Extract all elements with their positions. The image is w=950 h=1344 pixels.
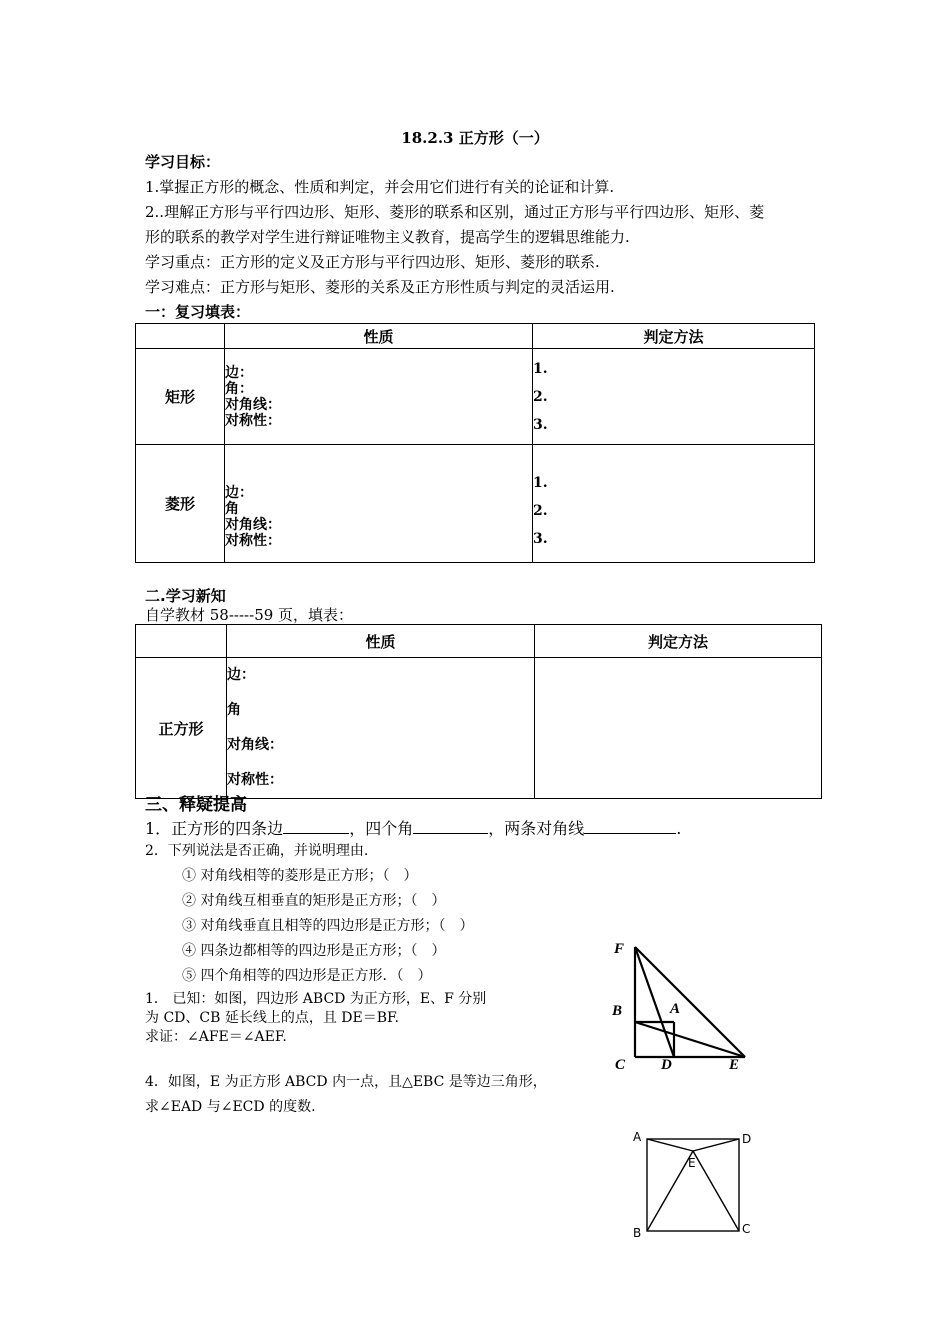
square-abcd [647, 1139, 739, 1231]
question-4-line-1: 4．如图，E 为正方形 ABCD 内一点，且△EBC 是等边三角形， [145, 1074, 547, 1090]
line-ce [693, 1151, 739, 1231]
label-b: B [633, 1226, 642, 1240]
label-e: E [729, 1057, 740, 1073]
q1-text-d: . [676, 819, 682, 838]
label-d: D [742, 1132, 752, 1146]
label-e: E [688, 1156, 696, 1170]
square-methods-cell[interactable] [535, 658, 822, 799]
statement-4: ④ 四条边都相等的四边形是正方形；（ ） [182, 943, 446, 959]
line-ae [647, 1139, 693, 1151]
prop-label: 对称性： [225, 532, 281, 549]
blank-field[interactable] [413, 817, 488, 834]
proof-line-2: 为 CD、CB 延长线上的点，且 DE＝BF. [145, 1010, 400, 1026]
prop-label: 对角线： [225, 516, 281, 533]
square-table [135, 624, 822, 799]
prop-label: 边： [225, 484, 253, 501]
section3-heading: 三、释疑提高 [145, 795, 247, 815]
statement-2: ② 对角线互相垂直的矩形是正方形；（ ） [182, 893, 446, 909]
table-header-methods: 判定方法 [535, 625, 822, 658]
statement-3: ③ 对角线垂直且相等的四边形是正方形；（ ） [182, 918, 474, 934]
label-a: A [670, 1001, 681, 1017]
question-2: 2．下列说法是否正确，并说明理由. [145, 843, 369, 859]
table-header-methods: 判定方法 [533, 324, 815, 349]
objective-2-line2: 形的联系的教学对学生进行辩证唯物主义教育，提高学生的逻辑思维能力. [145, 228, 630, 246]
line-de [693, 1139, 739, 1151]
section2-heading: 二.学习新知 [145, 587, 226, 605]
question-4-line-2: 求∠EAD 与∠ECD 的度数. [145, 1099, 316, 1115]
method-number: 1. [533, 360, 548, 377]
line-be [647, 1151, 693, 1231]
statement-1: ① 对角线相等的菱形是正方形；（ ） [182, 868, 418, 884]
prop-label: 对称性： [225, 412, 281, 429]
prop-label: 对角线： [225, 396, 281, 413]
proof-line-1: 1． 已知：如图，四边形 ABCD 为正方形，E、F 分别 [145, 991, 487, 1007]
q1-text-c: ，两条对角线 [488, 819, 585, 838]
rectangle-props-cell[interactable] [225, 349, 533, 445]
blank-field[interactable] [283, 817, 349, 834]
line-fd [635, 947, 674, 1057]
question-1 [145, 816, 681, 839]
section2-intro: 自学教材 58-----59 页，填表： [145, 606, 354, 624]
section1-heading: 一：复习填表： [145, 303, 251, 321]
row-label-rhombus: 菱形 [136, 445, 225, 563]
statement-5: ⑤ 四个角相等的四边形是正方形．（ ） [182, 968, 432, 984]
figure-square-extended [605, 935, 765, 1075]
review-table [135, 323, 815, 563]
label-d: D [661, 1057, 672, 1073]
method-number: 1. [533, 474, 548, 491]
label-b: B [612, 1003, 623, 1019]
objective-2-line1: 2..理解正方形与平行四边形、矩形、菱形的联系和区别，通过正方形与平行四边形、矩形、菱 [145, 203, 765, 221]
objectives-heading: 学习目标： [145, 153, 221, 171]
objective-1: 1.掌握正方形的概念、性质和判定，并会用它们进行有关的论证和计算. [145, 178, 615, 196]
table-header-blank [136, 324, 225, 349]
prop-label: 边： [227, 667, 255, 683]
row-label-square: 正方形 [136, 658, 227, 799]
label-f: F [614, 941, 625, 957]
method-number: 2. [533, 388, 548, 405]
method-number: 2. [533, 502, 548, 519]
method-number: 3. [533, 530, 548, 547]
square-props-cell[interactable] [227, 658, 535, 799]
key-point: 学习重点：正方形的定义及正方形与平行四边形、矩形、菱形的联系. [145, 253, 600, 271]
prop-label: 角： [225, 380, 253, 397]
prop-label: 角 [225, 500, 239, 517]
method-number: 3. [533, 416, 548, 433]
table-header-props: 性质 [227, 625, 535, 658]
rhombus-methods-cell[interactable] [533, 445, 815, 563]
prop-label: 对角线： [227, 737, 283, 753]
table-header-props: 性质 [225, 324, 533, 349]
row-label-rectangle: 矩形 [136, 349, 225, 445]
label-c: C [742, 1222, 751, 1236]
page-title: 18.2.3 正方形（一） [401, 129, 549, 147]
prop-label: 对称性： [227, 772, 283, 788]
label-c: C [615, 1057, 626, 1073]
table-header-blank [136, 625, 227, 658]
prop-label: 角 [227, 702, 241, 718]
rhombus-props-cell[interactable] [225, 445, 533, 563]
proof-line-3: 求证：∠AFE＝∠AEF. [145, 1029, 287, 1045]
q1-text-b: ，四个角 [349, 819, 414, 838]
label-a: A [633, 1130, 642, 1144]
prop-label: 边： [225, 364, 253, 381]
rectangle-methods-cell[interactable] [533, 349, 815, 445]
difficulty: 学习难点：正方形与矩形、菱形的关系及正方形性质与判定的灵活运用. [145, 278, 615, 296]
blank-field[interactable] [584, 817, 676, 834]
figure-square-equilateral [625, 1125, 765, 1245]
q1-text-a: 1．正方形的四条边 [145, 819, 284, 838]
